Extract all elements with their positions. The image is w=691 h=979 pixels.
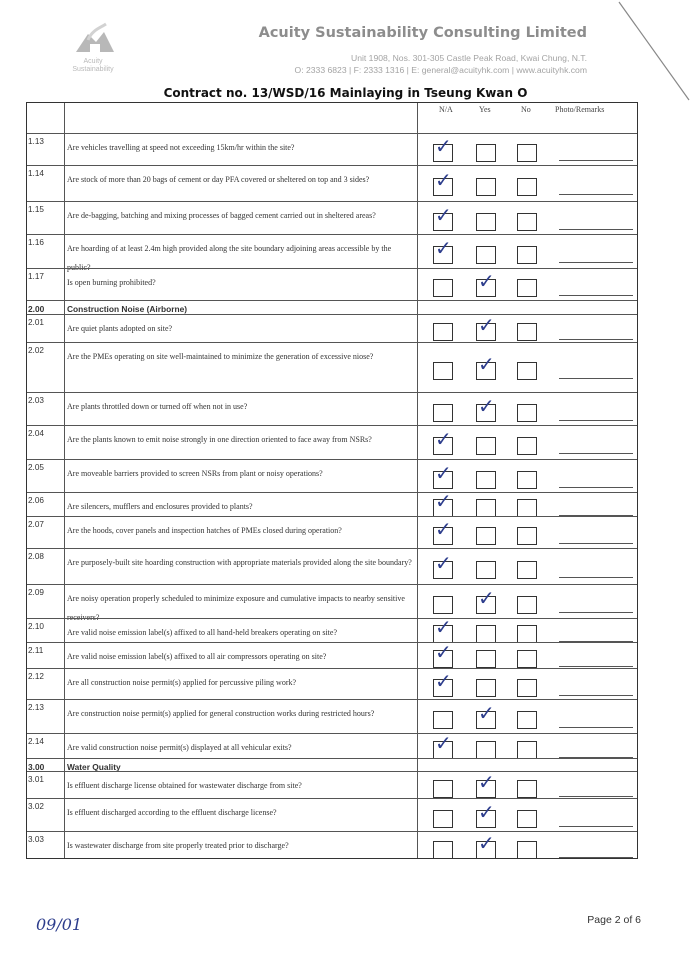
item-number: 2.08 bbox=[28, 552, 44, 561]
section-title: Water Quality bbox=[67, 762, 121, 772]
item-number: 2.10 bbox=[28, 622, 44, 631]
checklist-row bbox=[27, 342, 637, 393]
tick-mark-icon: ✓ bbox=[478, 352, 495, 376]
tick-mark-icon: ✓ bbox=[435, 427, 452, 451]
item-number: 2.03 bbox=[28, 396, 44, 405]
remarks-line[interactable] bbox=[559, 695, 633, 696]
checkbox-yes[interactable] bbox=[476, 625, 496, 643]
checkbox-no[interactable] bbox=[517, 471, 537, 489]
tick-mark-icon: ✓ bbox=[478, 586, 495, 610]
item-number: 1.17 bbox=[28, 272, 44, 281]
checkbox-no[interactable] bbox=[517, 679, 537, 697]
checkbox-no[interactable] bbox=[517, 246, 537, 264]
item-question: Is effluent discharged according to the effluent discharge license? bbox=[67, 808, 277, 817]
checkbox-na[interactable] bbox=[433, 711, 453, 729]
remarks-line[interactable] bbox=[559, 796, 633, 797]
remarks-line[interactable] bbox=[559, 262, 633, 263]
checklist-row bbox=[27, 668, 637, 700]
checkbox-no[interactable] bbox=[517, 437, 537, 455]
checkbox-no[interactable] bbox=[517, 178, 537, 196]
logo-text-line: Sustainability bbox=[72, 66, 114, 73]
checkbox-no[interactable] bbox=[517, 561, 537, 579]
column-header-yes: Yes bbox=[479, 105, 491, 114]
checkbox-na[interactable] bbox=[433, 404, 453, 422]
remarks-line[interactable] bbox=[559, 727, 633, 728]
checklist-table bbox=[26, 102, 638, 859]
item-question: Are construction noise permit(s) applied for general construction works during restricted hours? bbox=[67, 709, 375, 718]
remarks-line[interactable] bbox=[559, 339, 633, 340]
item-question: Are quiet plants adopted on site? bbox=[67, 324, 173, 333]
item-number: 1.14 bbox=[28, 169, 44, 178]
item-number: 2.11 bbox=[28, 646, 44, 655]
checkbox-na[interactable] bbox=[433, 596, 453, 614]
checklist-row bbox=[27, 642, 637, 669]
checklist-row bbox=[27, 201, 637, 235]
item-question: Are the PMEs operating on site well-maintained to minimize the generation of excessive niose? bbox=[67, 352, 374, 361]
contract-title: Contract no. 13/WSD/16 Mainlaying in Tseung Kwan O bbox=[163, 86, 528, 100]
remarks-line[interactable] bbox=[559, 420, 633, 421]
item-question: Are plants throttled down or turned off when not in use? bbox=[67, 402, 248, 411]
remarks-line[interactable] bbox=[559, 295, 633, 296]
checklist-row bbox=[27, 584, 637, 622]
remarks-line[interactable] bbox=[559, 194, 633, 195]
tick-mark-icon: ✓ bbox=[478, 313, 495, 337]
checkbox-no[interactable] bbox=[517, 596, 537, 614]
item-question: Are the plants known to emit noise strongly in one direction oriented to face away from NSRs? bbox=[67, 435, 372, 444]
item-number: 2.09 bbox=[28, 588, 44, 597]
checkbox-na[interactable] bbox=[433, 810, 453, 828]
checklist-row bbox=[27, 234, 637, 272]
tick-mark-icon: ✓ bbox=[435, 731, 452, 755]
item-number: 2.02 bbox=[28, 346, 44, 355]
section-row bbox=[27, 300, 637, 315]
tick-mark-icon: ✓ bbox=[435, 669, 452, 693]
remarks-line[interactable] bbox=[559, 543, 633, 544]
checklist-row bbox=[27, 733, 637, 759]
item-number: 1.15 bbox=[28, 205, 44, 214]
checklist-row bbox=[27, 133, 637, 166]
checkbox-na[interactable] bbox=[433, 780, 453, 798]
checkbox-yes[interactable] bbox=[476, 246, 496, 264]
item-question: Are purposely-built site hoarding construction with appropriate materials provided along the site boundary? bbox=[67, 558, 412, 567]
item-number: 3.03 bbox=[28, 835, 44, 844]
checkbox-no[interactable] bbox=[517, 625, 537, 643]
checkbox-yes[interactable] bbox=[476, 741, 496, 759]
checklist-row bbox=[27, 516, 637, 549]
remarks-line[interactable] bbox=[559, 612, 633, 613]
item-number: 1.16 bbox=[28, 238, 44, 247]
item-question: Are silencers, mufflers and enclosures provided to plants? bbox=[67, 502, 253, 511]
checkbox-no[interactable] bbox=[517, 711, 537, 729]
tick-mark-icon: ✓ bbox=[435, 640, 452, 664]
item-question: Is effluent discharge license obtained for wastewater discharge from site? bbox=[67, 781, 302, 790]
item-question: Are vehicles travelling at speed not exceeding 15km/hr within the site? bbox=[67, 143, 295, 152]
item-question: Are de-bagging, batching and mixing processes of bagged cement carried out in sheltered areas? bbox=[67, 211, 376, 220]
item-number: 3.00 bbox=[28, 762, 45, 772]
tick-mark-icon: ✓ bbox=[478, 701, 495, 725]
checklist-row bbox=[27, 699, 637, 734]
remarks-line[interactable] bbox=[559, 857, 633, 858]
checkbox-na[interactable] bbox=[433, 323, 453, 341]
remarks-line[interactable] bbox=[559, 160, 633, 161]
checkbox-yes[interactable] bbox=[476, 650, 496, 668]
tick-mark-icon: ✓ bbox=[435, 168, 452, 192]
remarks-line[interactable] bbox=[559, 826, 633, 827]
item-number: 2.07 bbox=[28, 520, 44, 529]
tick-mark-icon: ✓ bbox=[435, 134, 452, 158]
tick-mark-icon: ✓ bbox=[435, 517, 452, 541]
checklist-row bbox=[27, 548, 637, 585]
checklist-row bbox=[27, 268, 637, 301]
checkbox-na[interactable] bbox=[433, 279, 453, 297]
checklist-row bbox=[27, 459, 637, 493]
tick-mark-icon: ✓ bbox=[478, 770, 495, 794]
checkbox-yes[interactable] bbox=[476, 213, 496, 231]
checklist-row bbox=[27, 771, 637, 799]
item-number: 2.14 bbox=[28, 737, 44, 746]
tick-mark-icon: ✓ bbox=[478, 800, 495, 824]
checkbox-yes[interactable] bbox=[476, 679, 496, 697]
checklist-row bbox=[27, 798, 637, 832]
item-question: Are the hoods, cover panels and inspection hatches of PMEs closed during operation? bbox=[67, 526, 342, 535]
checkbox-yes[interactable] bbox=[476, 144, 496, 162]
checkbox-no[interactable] bbox=[517, 841, 537, 859]
section-row bbox=[27, 758, 637, 772]
item-question: Are noisy operation properly scheduled to minimize exposure and cumulative impacts to nearby sensitive receivers? bbox=[67, 594, 405, 622]
checkbox-no[interactable] bbox=[517, 741, 537, 759]
company-name: Acuity Sustainability Consulting Limited bbox=[258, 25, 587, 41]
remarks-line[interactable] bbox=[559, 453, 633, 454]
checkbox-no[interactable] bbox=[517, 499, 537, 517]
item-number: 2.06 bbox=[28, 496, 44, 505]
checklist-row bbox=[27, 165, 637, 202]
item-number: 3.02 bbox=[28, 802, 44, 811]
tick-mark-icon: ✓ bbox=[435, 615, 452, 639]
checkbox-no[interactable] bbox=[517, 144, 537, 162]
checkbox-na[interactable] bbox=[433, 841, 453, 859]
tick-mark-icon: ✓ bbox=[435, 551, 452, 575]
item-question: Are stock of more than 20 bags of cement or day PFA covered or sheltered on top and 3 sides? bbox=[67, 175, 370, 184]
item-question: Are hoarding of at least 2.4m high provided along the site boundary adjoining areas accessible by the public? bbox=[67, 244, 392, 272]
item-number: 2.01 bbox=[28, 318, 44, 327]
logo-text-line: Acuity bbox=[83, 58, 103, 65]
logo-text bbox=[60, 58, 126, 74]
item-number: 1.13 bbox=[28, 137, 44, 146]
remarks-line[interactable] bbox=[559, 378, 633, 379]
checkbox-no[interactable] bbox=[517, 780, 537, 798]
item-question: Are all construction noise permit(s) applied for percussive piling work? bbox=[67, 678, 297, 687]
remarks-line[interactable] bbox=[559, 577, 633, 578]
item-number: 2.12 bbox=[28, 672, 44, 681]
item-question: Are valid noise emission label(s) affixed to all hand-held breakers operating on site? bbox=[67, 628, 337, 637]
tick-mark-icon: ✓ bbox=[478, 831, 495, 855]
item-question: Are valid construction noise permit(s) displayed at all vehicular exits? bbox=[67, 743, 292, 752]
item-number: 2.13 bbox=[28, 703, 44, 712]
checkbox-no[interactable] bbox=[517, 650, 537, 668]
checklist-row bbox=[27, 831, 637, 861]
checkbox-yes[interactable] bbox=[476, 499, 496, 517]
tick-mark-icon: ✓ bbox=[478, 269, 495, 293]
checkbox-no[interactable] bbox=[517, 810, 537, 828]
item-question: Are valid noise emission label(s) affixed to all air compressors operating on site? bbox=[67, 652, 327, 661]
item-number: 2.00 bbox=[28, 304, 45, 314]
tick-mark-icon: ✓ bbox=[478, 394, 495, 418]
remarks-line[interactable] bbox=[559, 487, 633, 488]
checkbox-no[interactable] bbox=[517, 213, 537, 231]
checkbox-no[interactable] bbox=[517, 362, 537, 380]
remarks-line[interactable] bbox=[559, 666, 633, 667]
remarks-line[interactable] bbox=[559, 229, 633, 230]
checkbox-yes[interactable] bbox=[476, 561, 496, 579]
checkbox-na[interactable] bbox=[433, 362, 453, 380]
column-header-remarks: Photo/Remarks bbox=[555, 105, 605, 114]
tick-mark-icon: ✓ bbox=[435, 489, 452, 513]
tick-mark-icon: ✓ bbox=[435, 461, 452, 485]
checkbox-yes[interactable] bbox=[476, 178, 496, 196]
checkbox-yes[interactable] bbox=[476, 471, 496, 489]
item-number: 3.01 bbox=[28, 775, 44, 784]
checkbox-no[interactable] bbox=[517, 404, 537, 422]
item-question: Is wastewater discharge from site properly treated prior to discharge? bbox=[67, 841, 289, 850]
item-number: 2.05 bbox=[28, 463, 44, 472]
company-contacts: O: 2333 6823 | F: 2333 1316 | E: general@acuityhk.com | www.acuityhk.com bbox=[294, 65, 587, 75]
tick-mark-icon: ✓ bbox=[435, 203, 452, 227]
column-header-na: N/A bbox=[439, 105, 453, 114]
checklist-row bbox=[27, 425, 637, 460]
item-number: 2.04 bbox=[28, 429, 44, 438]
page-number: Page 2 of 6 bbox=[587, 914, 641, 926]
checklist-row bbox=[27, 489, 637, 517]
checklist-row bbox=[27, 615, 637, 643]
checkbox-yes[interactable] bbox=[476, 527, 496, 545]
checkbox-no[interactable] bbox=[517, 323, 537, 341]
item-question: Is open burning prohibited? bbox=[67, 278, 156, 287]
handwritten-note: 09/01 bbox=[36, 915, 83, 934]
checklist-row bbox=[27, 392, 637, 426]
checklist-row bbox=[27, 314, 637, 343]
tick-mark-icon: ✓ bbox=[435, 236, 452, 260]
section-title: Construction Noise (Airborne) bbox=[67, 304, 188, 314]
item-question: Are moveable barriers provided to screen NSRs from plant or noisy operations? bbox=[67, 469, 323, 478]
checkbox-no[interactable] bbox=[517, 279, 537, 297]
column-header-no: No bbox=[521, 105, 531, 114]
checkbox-no[interactable] bbox=[517, 527, 537, 545]
company-address: Unit 1908, Nos. 301-305 Castle Peak Road, Kwai Chung, N.T. bbox=[351, 53, 587, 63]
checkbox-yes[interactable] bbox=[476, 437, 496, 455]
